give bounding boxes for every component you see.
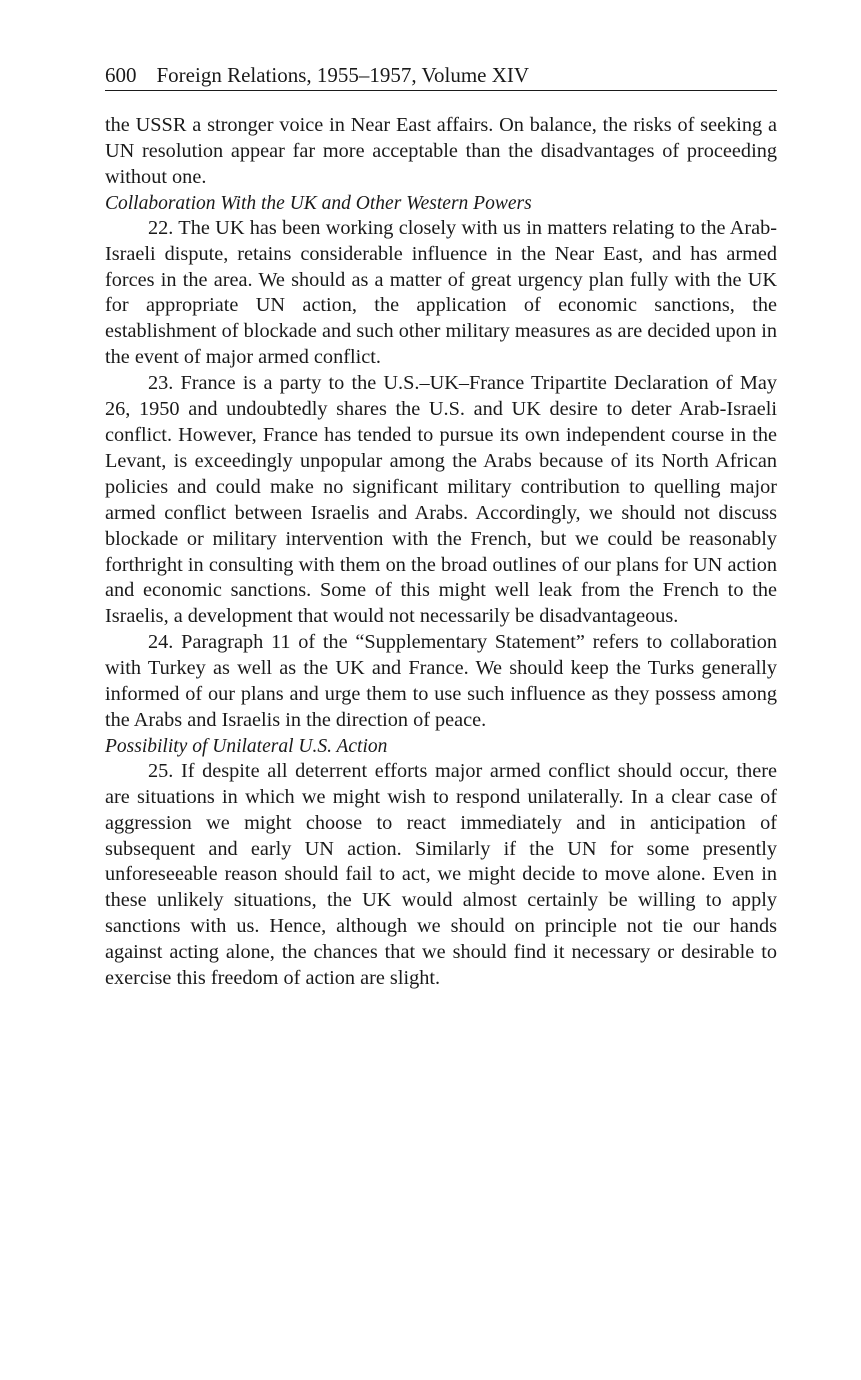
section-heading-unilateral-action: Possibility of Unilateral U.S. Action bbox=[105, 735, 388, 757]
document-page bbox=[105, 62, 777, 992]
page-number: 600 bbox=[105, 63, 137, 87]
intro-paragraph: the USSR a stronger voice in Near East affairs. On balance, the risks of seeking a UN resolution appear far more acceptable than the disadvantages of proceeding without one. bbox=[105, 114, 777, 188]
paragraph-22: 22. The UK has been working closely with us in matters relating to the Arab-Israeli dispute, retains considerable influence in the Near East, and has armed forces in the area. We should as a matter of great urgency plan fully with the UK for appropriate UN action, the application of economic sanctions, the establishment of blockade and such other military measures as are decided upon in the event of major armed conflict. bbox=[105, 216, 777, 369]
document-body bbox=[105, 113, 777, 992]
running-header bbox=[105, 62, 777, 91]
paragraph-25: 25. If despite all deterrent efforts major armed conflict should occur, there are situations in which we might wish to respond unilaterally. In a clear case of aggression we might choose to react immediately and in anticipation of subsequent and early UN action. Similarly if the UN for some presently unforeseeable reason should fail to act, we might decide to move alone. Even in these unlikely situations, the UK would almost certainly be willing to apply sanctions with us. Hence, although we should on principle not tie our hands against acting alone, the chances that we should find it necessary or desirable to exercise this freedom of action are slight. bbox=[105, 759, 777, 990]
volume-title: Foreign Relations, 1955–1957, Volume XIV bbox=[156, 63, 530, 87]
section-heading-collaboration: Collaboration With the UK and Other Western Powers bbox=[105, 192, 532, 214]
paragraph-23: 23. France is a party to the U.S.–UK–France Tripartite Declaration of May 26, 1950 and undoubtedly shares the U.S. and UK desire to deter Arab-Israeli conflict. However, France has tended to pursue its own independent course in the Levant, is exceedingly unpopular among the Arabs because of its North African policies and could make no significant military contribution to quelling major armed conflict between Israelis and Arabs. Accordingly, we should not discuss blockade or military intervention with the French, but we could be reasonably forthright in consulting with them on the broad outlines of our plans for UN action and economic sanctions. Some of this might well leak from the French to the Israelis, a development that would not necessarily be disadvantageous. bbox=[105, 372, 777, 628]
paragraph-24: 24. Paragraph 11 of the “Supplementary Statement” refers to collaboration with Turkey as well as the UK and France. We should keep the Turks generally informed of our plans and urge them to use such influence as they possess among the Arabs and Israelis in the direction of peace. bbox=[105, 631, 777, 731]
